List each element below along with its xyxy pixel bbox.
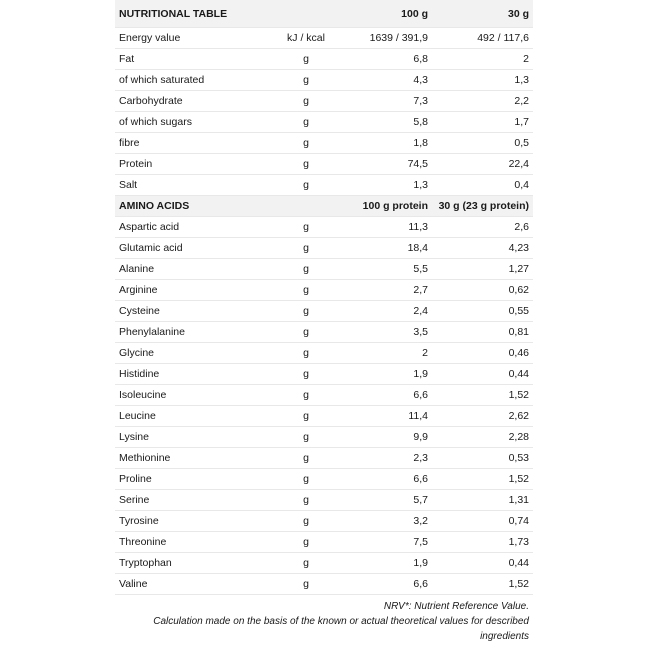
table-row (115, 511, 533, 532)
cell-per-100: 1,3 (347, 175, 432, 196)
cell-per-30: 22,4 (432, 154, 533, 175)
cell-name: of which saturated (115, 70, 265, 91)
cell-unit: g (265, 133, 347, 154)
cell-unit: g (265, 217, 347, 238)
cell-unit: g (265, 154, 347, 175)
cell-unit: g (265, 553, 347, 574)
cell-per-100: 5,8 (347, 112, 432, 133)
cell-unit: g (265, 469, 347, 490)
cell-per-30: 2,6 (432, 217, 533, 238)
cell-name: Valine (115, 574, 265, 595)
table-row (115, 28, 533, 49)
table-row (115, 280, 533, 301)
table-row (115, 154, 533, 175)
cell-per-100: 11,3 (347, 217, 432, 238)
cell-per-30: 4,23 (432, 238, 533, 259)
table-row (115, 70, 533, 91)
cell-per-30: 1,7 (432, 112, 533, 133)
cell-per-100: 1,8 (347, 133, 432, 154)
cell-name: Protein (115, 154, 265, 175)
cell-per-100: 1639 / 391,9 (347, 28, 432, 49)
cell-per-30: 0,44 (432, 364, 533, 385)
cell-per-100: 9,9 (347, 427, 432, 448)
table-row (115, 322, 533, 343)
amino-cell-per-30: 30 g (23 g protein) (432, 196, 533, 217)
header-title: NUTRITIONAL TABLE (115, 0, 265, 28)
table-row (115, 343, 533, 364)
table-row (115, 469, 533, 490)
cell-unit: g (265, 280, 347, 301)
cell-name: Energy value (115, 28, 265, 49)
cell-per-100: 6,8 (347, 49, 432, 70)
cell-per-100: 2,3 (347, 448, 432, 469)
cell-per-100: 2 (347, 343, 432, 364)
cell-per-100: 2,7 (347, 280, 432, 301)
table-row (115, 217, 533, 238)
cell-name: fibre (115, 133, 265, 154)
cell-name: Fat (115, 49, 265, 70)
cell-per-30: 2,62 (432, 406, 533, 427)
cell-per-100: 74,5 (347, 154, 432, 175)
cell-per-100: 2,4 (347, 301, 432, 322)
cell-name: Salt (115, 175, 265, 196)
cell-per-30: 1,52 (432, 574, 533, 595)
calculation-note-line-1: Calculation made on the basis of the known or actual theoretical values for described (153, 616, 529, 627)
header-unit (265, 0, 347, 28)
cell-name: Tryptophan (115, 553, 265, 574)
footnotes (115, 599, 533, 644)
cell-unit: g (265, 91, 347, 112)
table-row (115, 238, 533, 259)
nutrition-table (115, 0, 533, 595)
cell-unit: g (265, 385, 347, 406)
cell-per-100: 6,6 (347, 385, 432, 406)
table-row (115, 364, 533, 385)
cell-per-100: 6,6 (347, 574, 432, 595)
calculation-note-line-2: ingredients (480, 631, 529, 642)
cell-name: Methionine (115, 448, 265, 469)
cell-per-100: 1,9 (347, 553, 432, 574)
cell-name: Aspartic acid (115, 217, 265, 238)
cell-per-30: 2,28 (432, 427, 533, 448)
cell-name: Isoleucine (115, 385, 265, 406)
cell-per-100: 1,9 (347, 364, 432, 385)
cell-name: of which sugars (115, 112, 265, 133)
table-row (115, 406, 533, 427)
nrv-note: NRV*: Nutrient Reference Value. (383, 601, 529, 612)
cell-per-100: 11,4 (347, 406, 432, 427)
table-row (115, 490, 533, 511)
amino-header-row (115, 196, 533, 217)
cell-per-30: 1,3 (432, 70, 533, 91)
cell-per-30: 2,2 (432, 91, 533, 112)
cell-per-100: 6,6 (347, 469, 432, 490)
cell-unit: g (265, 112, 347, 133)
cell-name: Tyrosine (115, 511, 265, 532)
cell-unit: g (265, 427, 347, 448)
cell-unit: g (265, 343, 347, 364)
cell-per-30: 0,62 (432, 280, 533, 301)
cell-name: Serine (115, 490, 265, 511)
table-row (115, 448, 533, 469)
header-per-30: 30 g (432, 0, 533, 28)
cell-per-30: 492 / 117,6 (432, 28, 533, 49)
cell-name: Carbohydrate (115, 91, 265, 112)
nutrition-table-container (115, 0, 533, 644)
table-row (115, 427, 533, 448)
cell-per-100: 5,7 (347, 490, 432, 511)
table-row (115, 175, 533, 196)
nutrition-table-body (115, 0, 533, 595)
table-row (115, 553, 533, 574)
cell-per-30: 1,31 (432, 490, 533, 511)
cell-per-100: 18,4 (347, 238, 432, 259)
cell-per-100: 7,5 (347, 532, 432, 553)
amino-cell-name: AMINO ACIDS (115, 196, 265, 217)
cell-per-100: 5,5 (347, 259, 432, 280)
cell-unit: g (265, 406, 347, 427)
cell-unit: g (265, 532, 347, 553)
cell-per-30: 1,52 (432, 469, 533, 490)
nutrition-header-row (115, 0, 533, 28)
table-row (115, 91, 533, 112)
cell-name: Cysteine (115, 301, 265, 322)
cell-per-30: 0,46 (432, 343, 533, 364)
cell-per-30: 0,44 (432, 553, 533, 574)
table-row (115, 259, 533, 280)
table-row (115, 532, 533, 553)
cell-unit: g (265, 70, 347, 91)
table-row (115, 49, 533, 70)
cell-name: Arginine (115, 280, 265, 301)
header-per-100: 100 g (347, 0, 432, 28)
table-row (115, 574, 533, 595)
cell-unit: g (265, 448, 347, 469)
cell-per-100: 3,2 (347, 511, 432, 532)
cell-per-30: 0,4 (432, 175, 533, 196)
amino-cell-unit (265, 196, 347, 217)
cell-unit: kJ / kcal (265, 28, 347, 49)
cell-per-100: 7,3 (347, 91, 432, 112)
cell-per-30: 1,73 (432, 532, 533, 553)
cell-per-30: 0,53 (432, 448, 533, 469)
cell-unit: g (265, 511, 347, 532)
cell-name: Glycine (115, 343, 265, 364)
cell-unit: g (265, 364, 347, 385)
cell-name: Phenylalanine (115, 322, 265, 343)
cell-per-30: 1,52 (432, 385, 533, 406)
cell-name: Histidine (115, 364, 265, 385)
cell-name: Alanine (115, 259, 265, 280)
table-row (115, 112, 533, 133)
cell-per-100: 4,3 (347, 70, 432, 91)
cell-unit: g (265, 490, 347, 511)
cell-name: Lysine (115, 427, 265, 448)
cell-name: Threonine (115, 532, 265, 553)
cell-per-30: 0,81 (432, 322, 533, 343)
cell-unit: g (265, 301, 347, 322)
cell-unit: g (265, 574, 347, 595)
table-row (115, 301, 533, 322)
cell-unit: g (265, 49, 347, 70)
cell-per-30: 1,27 (432, 259, 533, 280)
cell-per-30: 0,5 (432, 133, 533, 154)
cell-per-30: 0,74 (432, 511, 533, 532)
table-row (115, 385, 533, 406)
cell-per-100: 3,5 (347, 322, 432, 343)
cell-unit: g (265, 259, 347, 280)
cell-name: Leucine (115, 406, 265, 427)
cell-per-30: 2 (432, 49, 533, 70)
amino-cell-per-100: 100 g protein (347, 196, 432, 217)
cell-unit: g (265, 238, 347, 259)
cell-name: Glutamic acid (115, 238, 265, 259)
cell-name: Proline (115, 469, 265, 490)
cell-unit: g (265, 175, 347, 196)
cell-unit: g (265, 322, 347, 343)
table-row (115, 133, 533, 154)
cell-per-30: 0,55 (432, 301, 533, 322)
